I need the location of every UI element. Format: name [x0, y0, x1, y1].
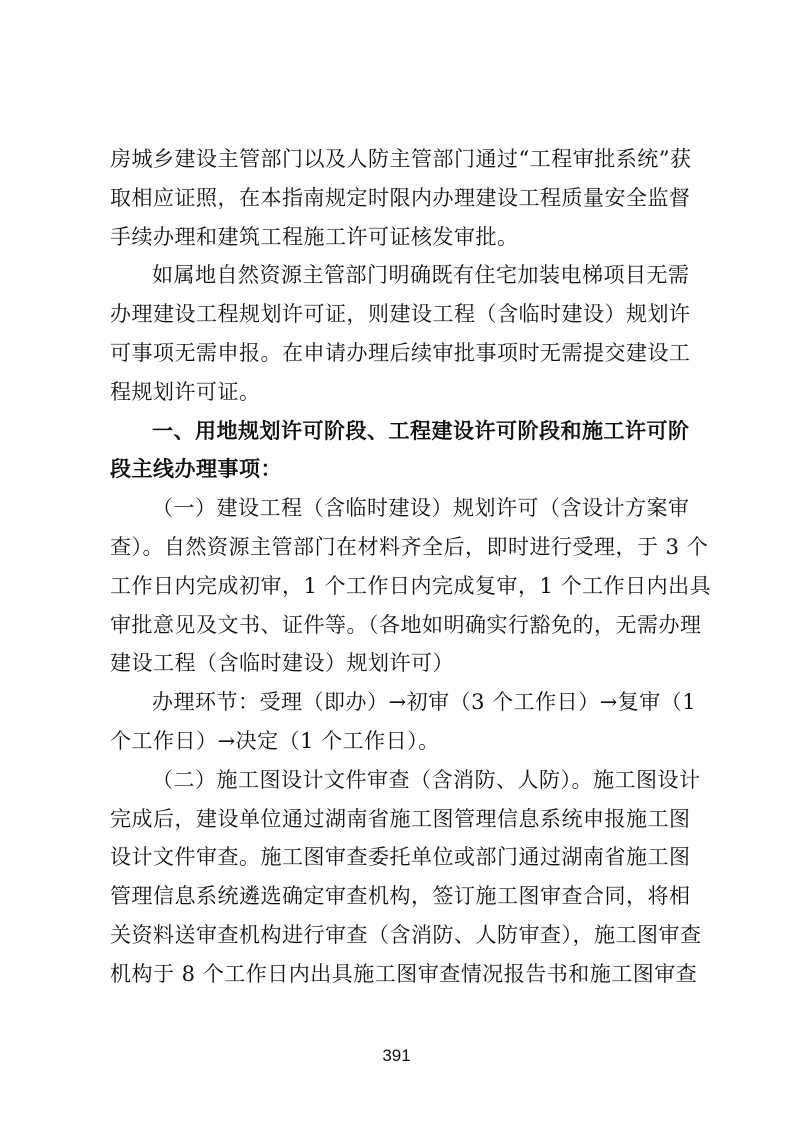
text-line: 审批意见及文书、证件等。（各地如明确实行豁免的，无需办理	[110, 612, 702, 637]
text-line: 取相应证照，在本指南规定时限内办理建设工程质量安全监督	[110, 185, 691, 210]
text-line: 可事项无需申报。在申请办理后续审批事项时无需提交建设工	[110, 340, 691, 365]
document-body	[110, 140, 712, 994]
text-line: 办理建设工程规划许可证，则建设工程（含临时建设）规划许	[110, 302, 691, 327]
text-line: 程规划许可证。	[110, 379, 261, 404]
text-line: 手续办理和建筑工程施工许可证核发审批。	[110, 224, 519, 249]
text-line: 查）。自然资源主管部门在材料齐全后，即时进行受理，于 3 个	[110, 534, 709, 559]
text-line: 办理环节：受理（即办）→初审（3 个工作日）→复审（1	[152, 690, 697, 715]
section-heading	[110, 412, 688, 490]
text-line: 个工作日）→决定（1 个工作日）。	[110, 728, 440, 753]
text-line: （一）建设工程（含临时建设）规划许可（含设计方案审	[152, 496, 690, 521]
text-line: 机构于 8 个工作日内出具施工图审查情况报告书和施工图审查	[110, 961, 698, 986]
text-line: 建设工程（含临时建设）规划许可）	[110, 651, 454, 676]
text-line: 完成后，建设单位通过湖南省施工图管理信息系统申报施工图	[110, 806, 691, 831]
text-line: 关资料送审查机构进行审查（含消防、人防审查），施工图审查	[110, 922, 702, 947]
paragraph	[110, 140, 692, 256]
text-line: （二）施工图设计文件审查（含消防、人防）。施工图设计	[152, 767, 701, 792]
text-line: 设计文件审查。施工图审查委托单位或部门通过湖南省施工图	[110, 845, 691, 870]
paragraph	[110, 489, 712, 683]
heading-line: 段主线办理事项：	[110, 457, 282, 482]
heading-line: 一、用地规划许可阶段、工程建设许可阶段和施工许可阶	[152, 418, 690, 443]
paragraph	[110, 683, 697, 761]
text-line: 工作日内完成初审，1 个工作日内完成复审，1 个工作日内出具	[110, 573, 712, 598]
paragraph	[110, 256, 691, 411]
text-line: 如属地自然资源主管部门明确既有住宅加装电梯项目无需	[152, 263, 690, 288]
text-line: 管理信息系统遴选确定审查机构，签订施工图审查合同，将相	[110, 884, 691, 909]
text-line: 房城乡建设主管部门以及人防主管部门通过“工程审批系统”获	[110, 147, 692, 171]
paragraph	[110, 761, 702, 994]
page-number: 391	[382, 1046, 411, 1065]
